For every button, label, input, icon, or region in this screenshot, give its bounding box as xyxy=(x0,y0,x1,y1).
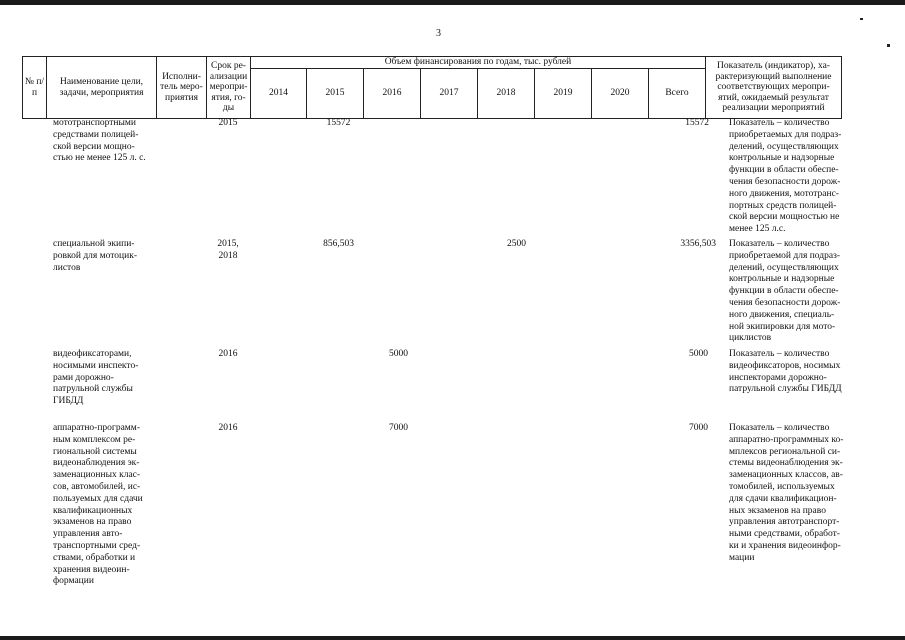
col-header-funding: Объем финансирования по годам, тыс. рублей xyxy=(251,57,706,69)
value-total: 15572 xyxy=(685,118,709,128)
item-term: 2015 xyxy=(218,118,238,128)
item-indicator: Показатель – количество аппаратно-программных ко- мплексов региональной си- стемы видеонаблюдения эк- заменационных классов, ав- томобилей, используемых для сдачи квалификацион- ных экзаменов на право управления автотранспорт- ными средствами, обработ- ки и хранения видеоинфор- мации xyxy=(729,423,844,563)
item-name: мототранспортными средствами полицей- ской версии мощно- стью не менее 125 л. с. xyxy=(53,118,146,164)
value-2016: 7000 xyxy=(389,423,408,433)
item-indicator: Показатель – количество видеофиксаторов, носимых инспекторами дорожно- патрульной службы ГИБДД xyxy=(729,349,842,395)
value-2015: 856,503 xyxy=(323,239,354,249)
page-number: 3 xyxy=(436,28,441,39)
col-header-year: 2016 xyxy=(364,69,421,119)
col-header-year: 2017 xyxy=(421,69,478,119)
item-term: 2015, 2018 xyxy=(217,239,239,261)
item-term: 2016 xyxy=(218,423,238,433)
item-indicator: Показатель – количество приобретаемой для подраз- делений, осуществляющих контрольные и надзорные функции в области обеспе- чения безопасности дорож- ного движения, специаль- ной экипировки для мото- циклистов xyxy=(729,239,841,344)
col-header-num: № п/п xyxy=(23,57,47,119)
col-header-total: Всего xyxy=(649,69,706,119)
item-name: специальной экипи- ровкой для мотоцик- листов xyxy=(53,239,138,273)
value-2016: 5000 xyxy=(389,349,408,359)
item-indicator: Показатель – количество приобретаемых для подраз- делений, осуществляющих контрольные и надзорные функции в области обеспе- чения безопасности дорож- ного движения, мототранс- портных средств полицей- ской версии мощностью не менее 125 л.с. xyxy=(729,118,842,235)
col-header-executor: Исполни- тель меро- приятия xyxy=(157,57,207,119)
col-header-year: 2018 xyxy=(478,69,535,119)
col-header-name: Наименование цели, задачи, мероприятия xyxy=(47,57,157,119)
value-2018: 2500 xyxy=(507,239,526,249)
item-name: видеофиксаторами, носимыми инспекто- рами дорожно- патрульной службы ГИБДД xyxy=(53,349,139,407)
col-header-year: 2019 xyxy=(535,69,592,119)
value-total: 7000 xyxy=(689,423,708,433)
col-header-year: 2014 xyxy=(251,69,307,119)
col-header-year: 2020 xyxy=(592,69,649,119)
col-header-term: Срок ре- ализации меропри- ятия, го- ды xyxy=(207,57,251,119)
item-term: 2016 xyxy=(218,349,238,359)
value-2015: 15572 xyxy=(326,118,351,128)
value-total: 5000 xyxy=(689,349,708,359)
value-total: 3356,503 xyxy=(680,239,716,249)
item-name: аппаратно-программ- ным комплексом ре- гиональной системы видеонаблюдения эк- заменационных клас- сов, автомобилей, ис- пользуемых для сдачи квалификационных экзаменов на право управления авто- транспортными сред- ствами, обработки и хранения видеоин- формации xyxy=(53,423,143,587)
col-header-year: 2015 xyxy=(307,69,364,119)
col-header-indicator: Показатель (индикатор), ха- рактеризующий выполнение соответствующих меропри- ятий, ожидаемый результат реализации мероприятий xyxy=(706,57,842,119)
